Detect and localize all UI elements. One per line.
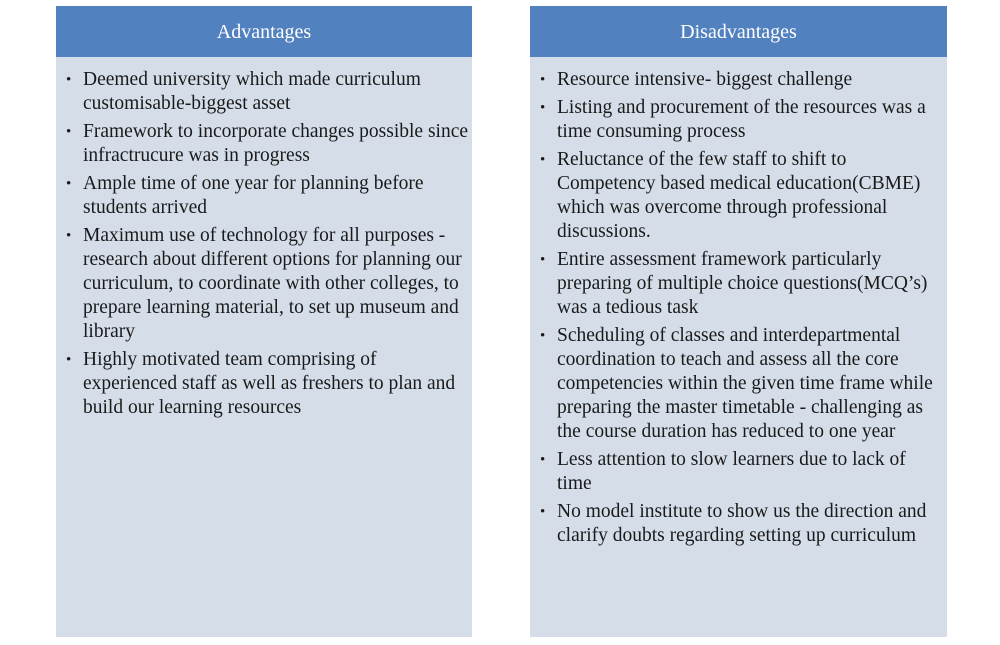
disadvantage-item	[530, 500, 947, 548]
advantage-text: Maximum use of technology for all purposes - research about different options for planning our curriculum, to coordinate with other colleges, to prepare learning material, to set up museum and library	[83, 225, 462, 342]
advantage-item	[56, 120, 472, 168]
disadvantage-text: Resource intensive- biggest challenge	[557, 69, 853, 90]
disadvantage-item	[530, 68, 947, 92]
bullet-icon: •	[540, 452, 546, 468]
advantages-panel	[56, 6, 472, 637]
disadvantage-item	[530, 448, 947, 496]
bullet-icon: •	[540, 504, 546, 520]
bullet-icon: •	[540, 328, 546, 344]
disadvantage-item	[530, 248, 947, 320]
bullet-icon: •	[66, 352, 72, 368]
advantage-text: Highly motivated team comprising of experienced staff as well as freshers to plan and build our learning resources	[83, 349, 456, 418]
advantage-item	[56, 224, 472, 344]
bullet-icon: •	[540, 152, 546, 168]
bullet-icon: •	[66, 72, 72, 88]
advantages-header: Advantages	[56, 6, 472, 57]
disadvantage-text: Entire assessment framework particularly preparing of multiple choice questions(MCQ’s) was a tedious task	[557, 249, 928, 318]
disadvantages-panel	[530, 6, 947, 637]
disadvantage-text: Listing and procurement of the resources was a time consuming process	[557, 97, 926, 142]
advantage-text: Ample time of one year for planning before students arrived	[83, 173, 424, 218]
disadvantages-header: Disadvantages	[530, 6, 947, 57]
disadvantage-text: Scheduling of classes and interdepartmental coordination to teach and assess all the core competencies within the given time frame while preparing the master timetable - challenging as the course duration has reduced to one year	[557, 325, 933, 442]
bullet-icon: •	[66, 124, 72, 140]
advantage-text: Framework to incorporate changes possible since infractrucure was in progress	[83, 121, 469, 166]
advantage-item	[56, 348, 472, 420]
advantage-item	[56, 68, 472, 116]
disadvantages-list	[530, 57, 947, 548]
advantage-text: Deemed university which made curriculum customisable-biggest asset	[83, 69, 421, 114]
disadvantage-item	[530, 324, 947, 444]
disadvantage-item	[530, 148, 947, 244]
bullet-icon: •	[66, 176, 72, 192]
bullet-icon: •	[540, 100, 546, 116]
bullet-icon: •	[66, 228, 72, 244]
disadvantage-text: No model institute to show us the direction and clarify doubts regarding setting up curriculum	[557, 501, 927, 546]
disadvantage-text: Less attention to slow learners due to lack of time	[557, 449, 906, 494]
bullet-icon: •	[540, 72, 546, 88]
advantage-item	[56, 172, 472, 220]
disadvantage-item	[530, 96, 947, 144]
disadvantage-text: Reluctance of the few staff to shift to Competency based medical education(CBME) which was overcome through professional discussions.	[557, 149, 921, 242]
bullet-icon: •	[540, 252, 546, 268]
advantages-list	[56, 57, 472, 420]
